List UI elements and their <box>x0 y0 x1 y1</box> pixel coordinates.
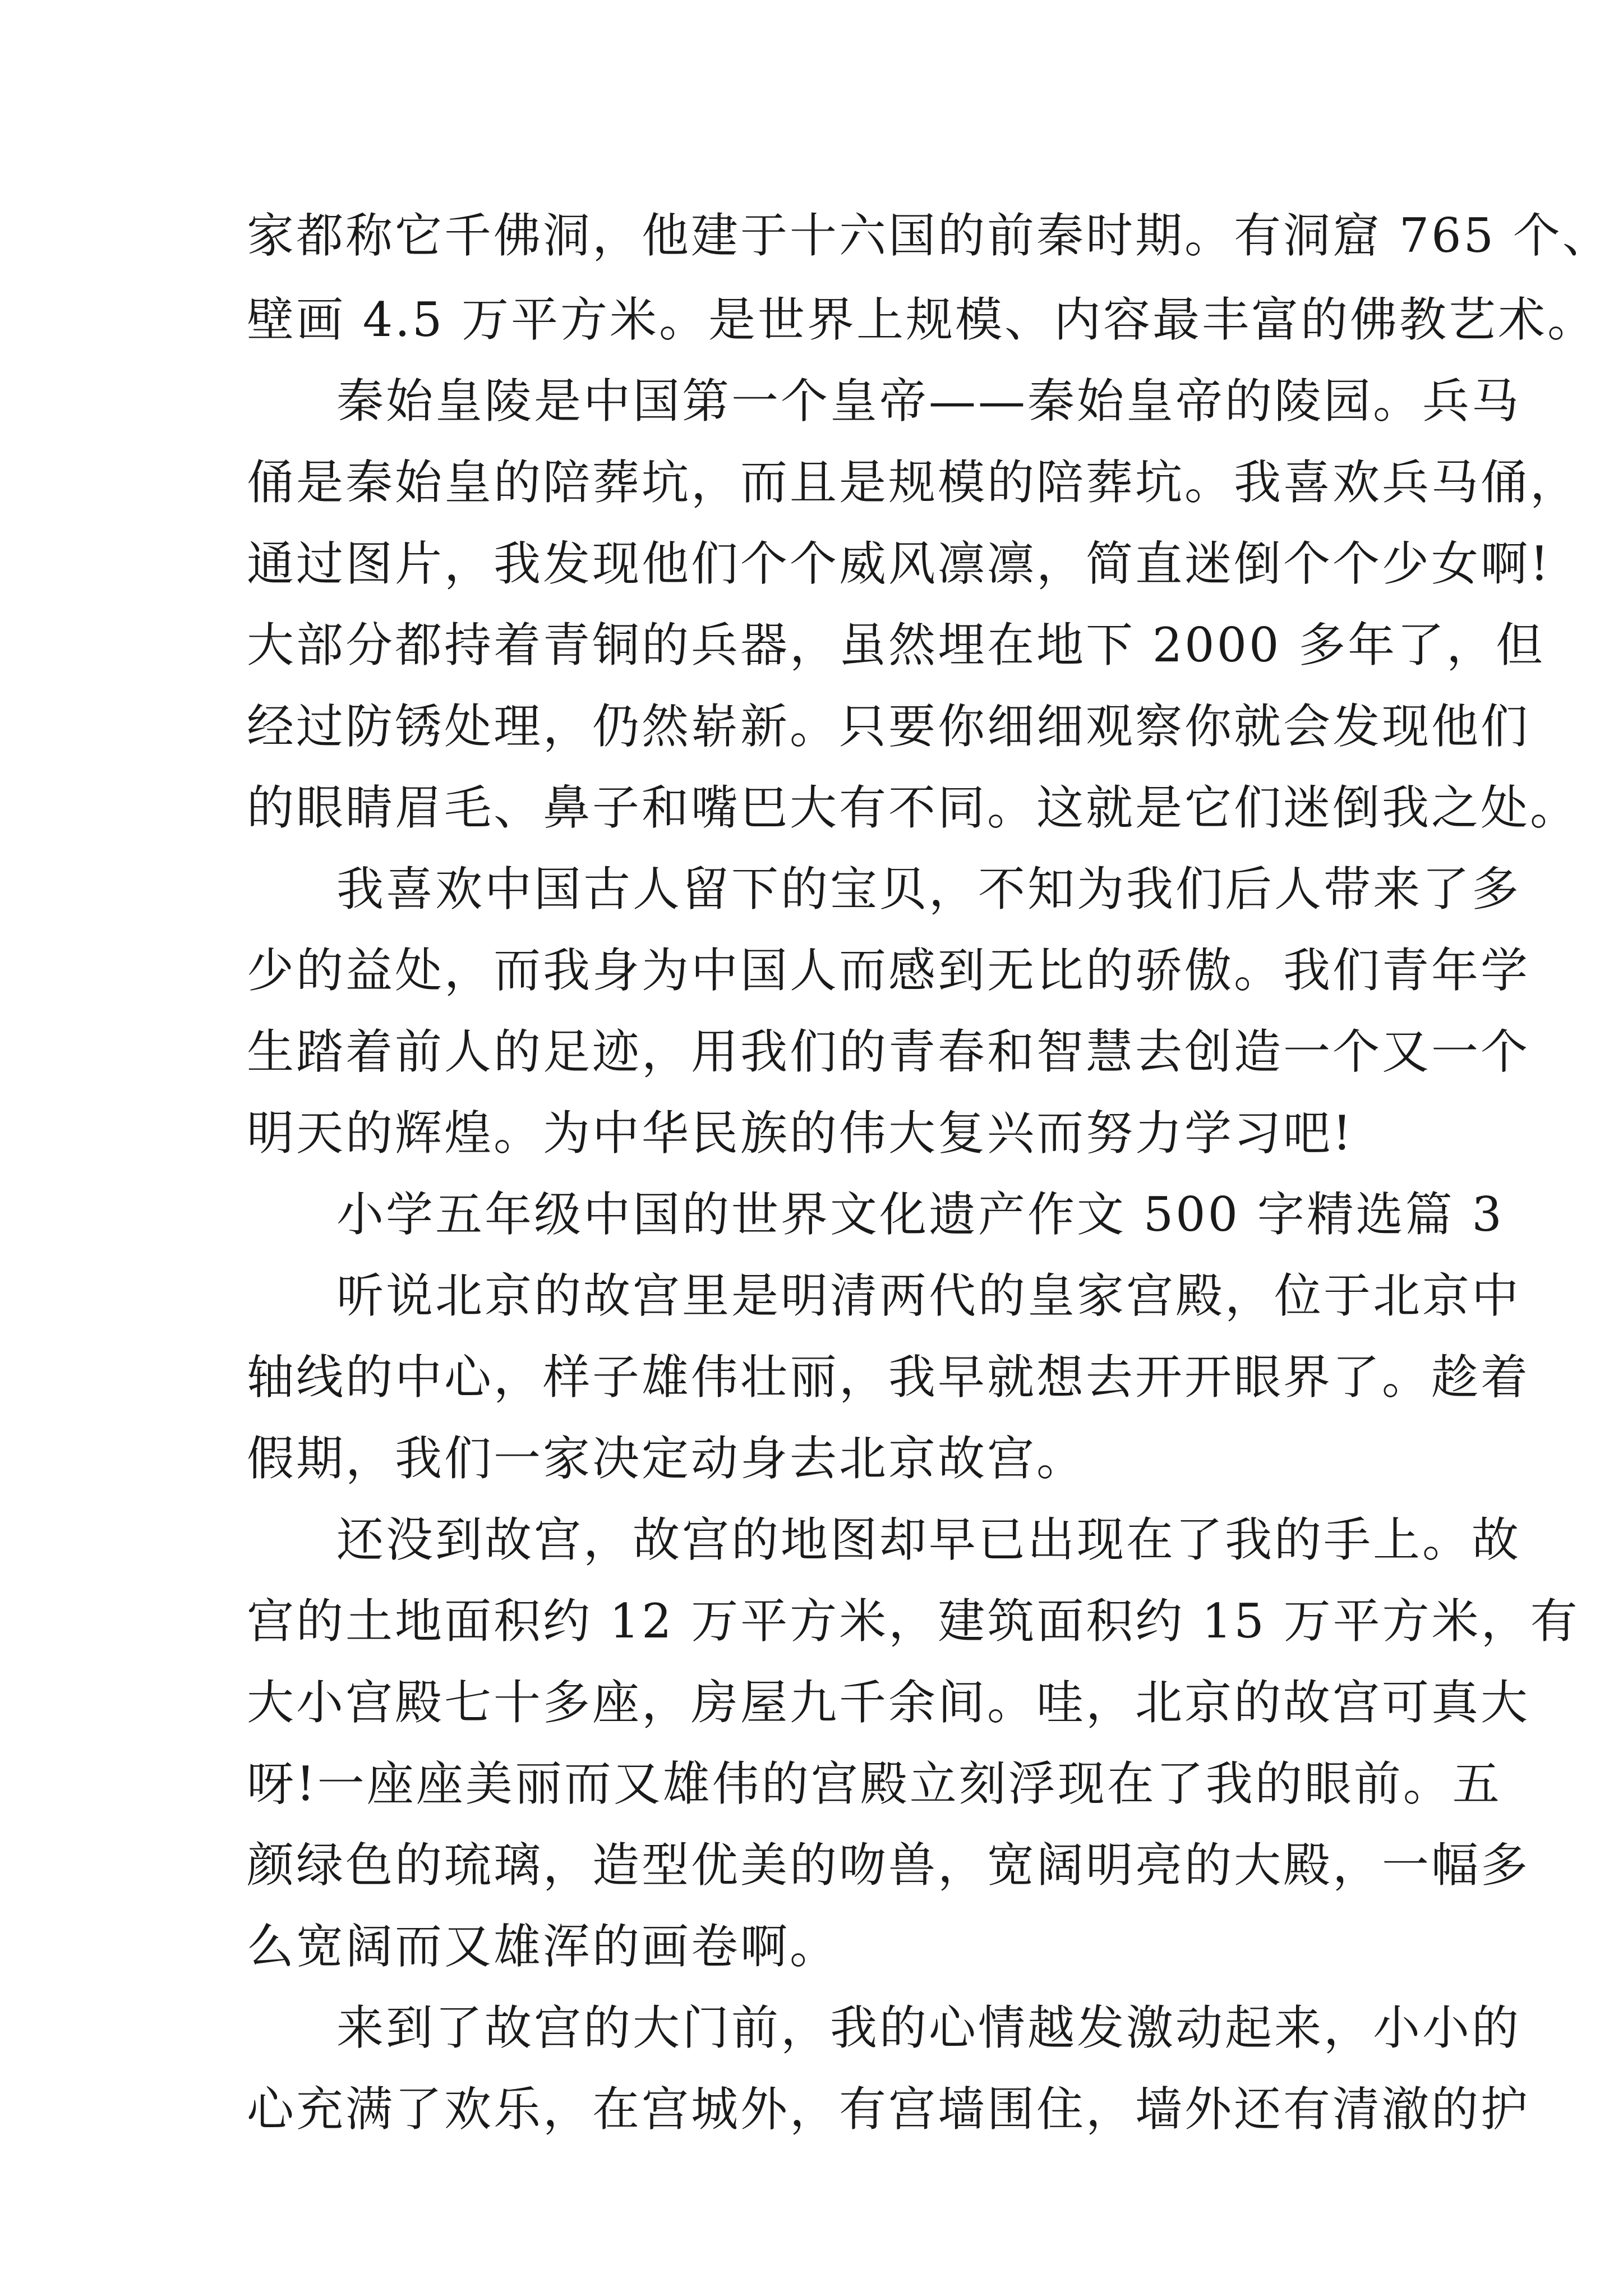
text-line: 生踏着前人的足迹，用我们的青春和智慧去创造一个又一个 <box>247 1024 1530 1079</box>
text-line: 俑是秦始皇的陪葬坑，而且是规模的陪葬坑。我喜欢兵马俑， <box>247 455 1580 510</box>
text-line: 的眼睛眉毛、鼻子和嘴巴大有不同。这就是它们迷倒我之处。 <box>247 780 1580 835</box>
text-line: 经过防锈处理，仍然崭新。只要你细细观察你就会发现他们 <box>247 699 1530 754</box>
section-heading: 小学五年级中国的世界文化遗产作文 500 字精选篇 3 <box>336 1187 1504 1242</box>
text-line: 大小宫殿七十多座，房屋九千余间。哇，北京的故宫可真大 <box>247 1675 1530 1730</box>
text-line: 大部分都持着青铜的兵器，虽然埋在地下 2000 多年了，但 <box>247 618 1546 673</box>
paragraph-start-line: 秦始皇陵是中国第一个皇帝——秦始皇帝的陵园。兵马 <box>336 374 1521 429</box>
text-line: 么宽阔而又雄浑的画卷啊。 <box>247 1919 840 1974</box>
text-line: 宫的土地面积约 12 万平方米，建筑面积约 15 万平方米，有 <box>247 1594 1580 1649</box>
text-line: 通过图片，我发现他们个个威风凛凛，简直迷倒个个少女啊! <box>247 536 1551 591</box>
paragraph-start-line: 还没到故宫，故宫的地图却早已出现在了我的手上。故 <box>336 1512 1521 1567</box>
paragraph-start-line: 听说北京的故宫里是明清两代的皇家宫殿，位于北京中 <box>336 1268 1521 1323</box>
paragraph-start-line: 我喜欢中国古人留下的宝贝，不知为我们后人带来了多 <box>336 862 1521 917</box>
text-line: 壁画 4.5 万平方米。是世界上规模、内容最丰富的佛教艺术。 <box>247 292 1597 347</box>
paragraph-start-line: 来到了故宫的大门前，我的心情越发激动起来，小小的 <box>336 2000 1521 2055</box>
text-line: 家都称它千佛洞，他建于十六国的前秦时期。有洞窟 765 个、 <box>247 208 1612 263</box>
text-line: 呀!一座座美丽而又雄伟的宫殿立刻浮现在了我的眼前。五 <box>247 1756 1502 1811</box>
text-line: 假期，我们一家决定动身去北京故宫。 <box>247 1431 1086 1486</box>
text-line: 心充满了欢乐，在宫城外，有宫墙围住，墙外还有清澈的护 <box>247 2082 1530 2137</box>
text-line: 明天的辉煌。为中华民族的伟大复兴而努力学习吧! <box>247 1106 1354 1161</box>
text-line: 颜绿色的琉璃，造型优美的吻兽，宽阔明亮的大殿，一幅多 <box>247 1838 1530 1893</box>
text-line: 少的益处，而我身为中国人而感到无比的骄傲。我们青年学 <box>247 943 1530 998</box>
text-line: 轴线的中心，样子雄伟壮丽，我早就想去开开眼界了。趁着 <box>247 1350 1530 1405</box>
